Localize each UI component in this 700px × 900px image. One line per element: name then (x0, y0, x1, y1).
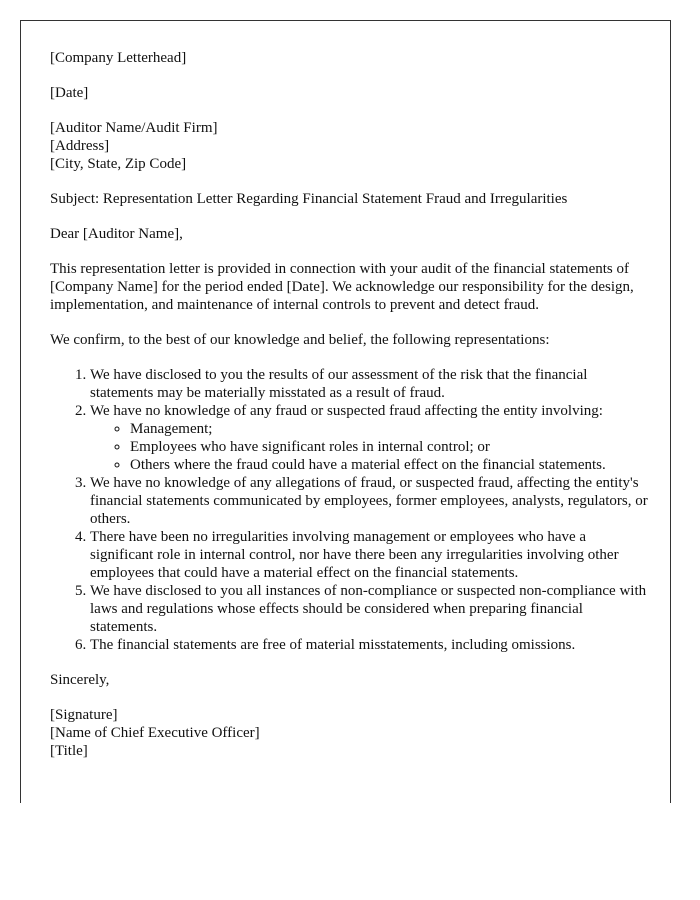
list-item: 6. The financial statements are free of material misstatements, including omissions. (90, 636, 650, 654)
confirm-paragraph: We confirm, to the best of our knowledge and belief, the following representations: (50, 332, 550, 348)
closing: Sincerely, (50, 672, 110, 688)
salutation: Dear [Auditor Name], (50, 226, 183, 242)
signature-block (50, 706, 650, 760)
sub-list-item: ◦ Management; (130, 420, 650, 438)
list-item-text: We have no knowledge of any fraud or suspected fraud affecting the entity involving: (90, 403, 603, 419)
list-item (90, 402, 650, 474)
list-item: 5. We have disclosed to you all instances of non-compliance or suspected non-compliance with laws and regulations whose effects should be considered when preparing financial statements. (90, 582, 650, 636)
list-item: 3. We have no knowledge of any allegations of fraud, or suspected fraud, affecting the entity's financial statements communicated by employees, former employees, analysts, regulators, or others. (90, 474, 650, 528)
letterhead: [Company Letterhead] (50, 50, 187, 66)
sub-list-item: ◦ Employees who have significant roles in internal control; or (130, 438, 650, 456)
recipient-address (50, 119, 650, 173)
list-item: 4. There have been no irregularities involving management or employees who have a significant role in internal control, nor have there been any irregularities involving other employees that could have a material effect on the financial statements. (90, 528, 650, 582)
intro-paragraph: This representation letter is provided in connection with your audit of the financial statements of [Company Name] for the period ended [Date]. We acknowledge our responsibility for the design, implementation, and maintenance of internal controls to prevent and detect fraud. (50, 261, 634, 313)
recipient-street: [Address] (50, 138, 110, 154)
list-item: 1. We have disclosed to you the results of our assessment of the risk that the financial statements may be materially misstated as a result of fraud. (90, 366, 650, 402)
sub-list-item: ◦ Others where the fraud could have a material effect on the financial statements. (130, 456, 650, 474)
letter-document (20, 20, 671, 803)
signer-name: [Name of Chief Executive Officer] (50, 725, 260, 741)
sub-list (90, 420, 650, 474)
recipient-name: [Auditor Name/Audit Firm] (50, 120, 218, 136)
signer-title: [Title] (50, 743, 88, 759)
representations-list (50, 366, 650, 654)
subject-line: Subject: Representation Letter Regarding Financial Statement Fraud and Irregularities (50, 191, 568, 207)
recipient-city: [City, State, Zip Code] (50, 156, 187, 172)
date: [Date] (50, 85, 89, 101)
signature: [Signature] (50, 707, 118, 723)
